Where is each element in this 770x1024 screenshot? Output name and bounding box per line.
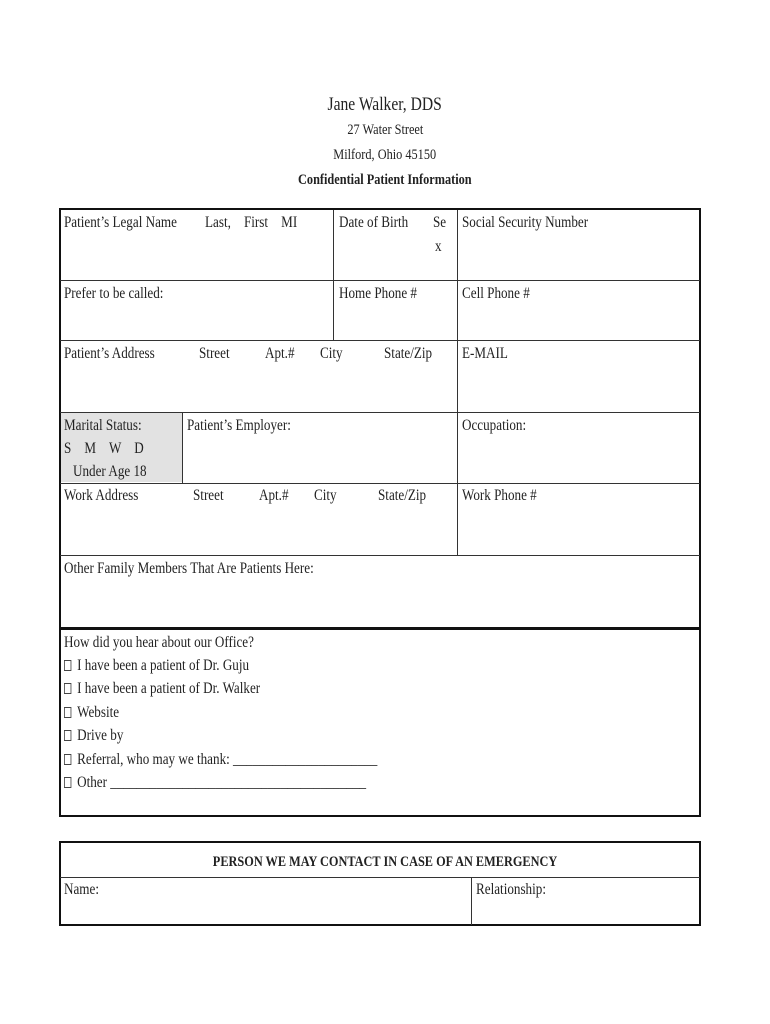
sex-label-part2: x (435, 238, 442, 255)
work-apt-label: Apt.# (259, 487, 289, 504)
practice-city: Milford, Ohio 45150 (333, 147, 437, 163)
emergency-relationship-label: Relationship: (476, 881, 546, 898)
home-phone-label: Home Phone # (339, 285, 417, 302)
work-city-label: City (314, 487, 337, 504)
work-street-label: Street (193, 487, 224, 504)
dob-label: Date of Birth (339, 214, 409, 231)
referral-question: How did you hear about our Office? (64, 634, 254, 651)
address-state-zip-label: State/Zip (384, 345, 433, 362)
referral-option-other[interactable]: Other _______________________________________ (64, 772, 366, 794)
marital-options: S M W D (64, 440, 144, 457)
marital-status-label: Marital Status: (64, 417, 142, 434)
sex-label-part1: Se (433, 214, 447, 231)
practice-street: 27 Water Street (347, 122, 423, 138)
family-members-label: Other Family Members That Are Patients Here: (64, 560, 314, 577)
work-address-label: Work Address (64, 487, 139, 504)
practice-name: Jane Walker, DDS (327, 94, 443, 115)
address-label: Patient’s Address (64, 345, 155, 362)
checkbox-icon[interactable] (64, 707, 71, 718)
legal-name-label: Patient’s Legal Name (64, 214, 177, 231)
address-city-label: City (320, 345, 343, 362)
address-street-label: Street (199, 345, 230, 362)
work-state-zip-label: State/Zip (378, 487, 427, 504)
checkbox-icon[interactable] (64, 660, 71, 671)
referral-option-website[interactable]: Website (64, 702, 119, 724)
occupation-label: Occupation: (462, 417, 527, 434)
email-label: E-MAIL (462, 345, 508, 362)
emergency-name-label: Name: (64, 881, 99, 898)
checkbox-icon[interactable] (64, 730, 71, 741)
referral-option-walker[interactable]: I have been a patient of Dr. Walker (64, 678, 260, 700)
checkbox-icon[interactable] (64, 754, 71, 765)
name-parts-label: Last, First MI (205, 214, 298, 231)
checkbox-icon[interactable] (64, 777, 71, 788)
work-phone-label: Work Phone # (462, 487, 537, 504)
checkbox-icon[interactable] (64, 683, 71, 694)
under-age-label: Under Age 18 (73, 463, 147, 480)
ssn-label: Social Security Number (462, 214, 589, 231)
employer-label: Patient’s Employer: (187, 417, 291, 434)
referral-option-drive-by[interactable]: Drive by (64, 725, 123, 747)
emergency-title: PERSON WE MAY CONTACT IN CASE OF AN EMERGENCY (212, 854, 558, 870)
referral-option-referral[interactable]: Referral, who may we thank: ______________________ (64, 749, 377, 771)
address-apt-label: Apt.# (265, 345, 295, 362)
prefer-label: Prefer to be called: (64, 285, 164, 302)
form-title: Confidential Patient Information (298, 172, 472, 188)
cell-phone-label: Cell Phone # (462, 285, 530, 302)
referral-option-guju[interactable]: I have been a patient of Dr. Guju (64, 655, 249, 677)
